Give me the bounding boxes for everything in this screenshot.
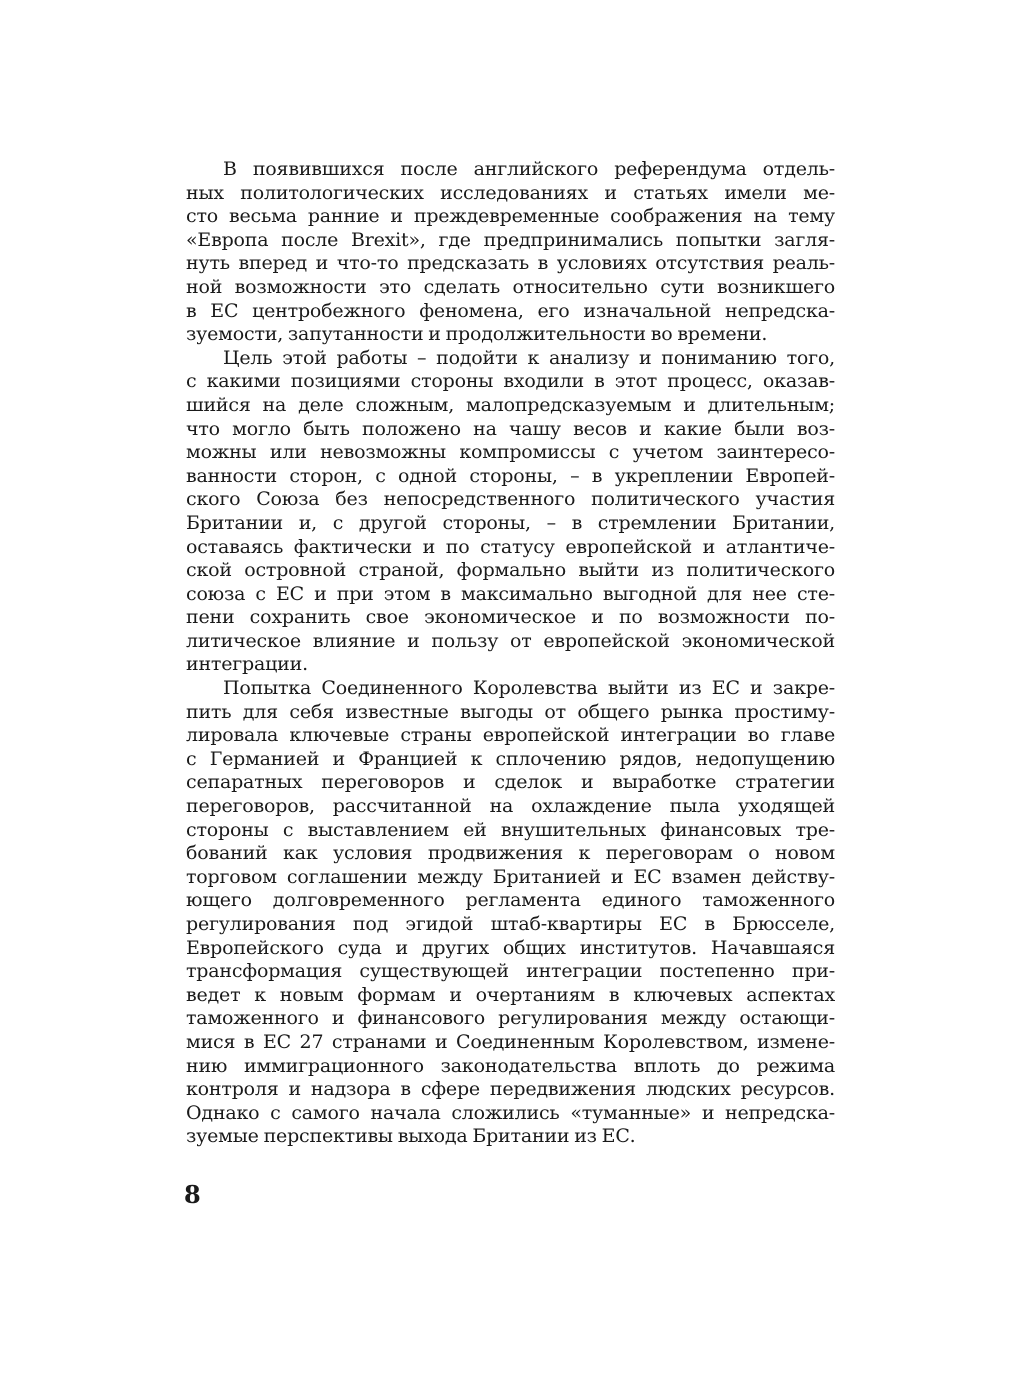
paragraph-3-line: с Германией и Францией к сплочению рядов, недопущению: [186, 747, 835, 770]
paragraph-3-line: Однако с самого начала сложились «туманные» и непредска-: [186, 1101, 835, 1124]
paragraph-1-line: ной возможности это сделать относительно сути возникшего: [186, 275, 835, 298]
paragraph-1-line: «Европа после Brexit», где предпринимались попытки загля-: [186, 228, 835, 251]
paragraph-3-line: ющего долговременного регламента единого таможенного: [186, 889, 835, 912]
paragraph-1-line: ных политологических исследованиях и статьях имели ме-: [186, 181, 835, 204]
paragraph-3-line: бований как условия продвижения к переговорам о новом: [186, 842, 835, 865]
paragraph-1-line: зуемости, запутанности и продолжительности во времени.: [186, 323, 768, 346]
paragraph-2-line: Британии и, с другой стороны, – в стремлении Британии,: [186, 511, 835, 534]
paragraph-1-line: сто весьма ранние и преждевременные соображения на тему: [186, 205, 835, 228]
paragraph-2-line: литическое влияние и пользу от европейской экономической: [186, 629, 835, 652]
paragraph-2-line: оставаясь фактически и по статусу европейской и атлантиче-: [186, 535, 835, 558]
paragraph-2-line: ского Союза без непосредственного политического участия: [186, 488, 835, 511]
paragraph-3-line: торговом соглашении между Британией и ЕС взамен действу-: [186, 865, 835, 888]
paragraph-3-line: Европейского суда и других общих институтов. Начавшаяся: [186, 936, 835, 959]
page-number: 8: [184, 1180, 201, 1209]
paragraph-3-line: стороны с выставлением ей внушительных финансовых тре-: [186, 818, 835, 841]
paragraph-1-line: в ЕС центробежного феномена, его изначальной непредска-: [186, 299, 835, 322]
body-text: [186, 158, 835, 1149]
paragraph-2-line: пени сохранить свое экономическое и по возможности по-: [186, 606, 835, 629]
paragraph-3-line: сепаратных переговоров и сделок и выработке стратегии: [186, 771, 835, 794]
paragraph-3-line: мися в ЕС 27 странами и Соединенным Королевством, измене-: [186, 1030, 835, 1053]
paragraph-3-line: таможенного и финансового регулирования между остающи-: [186, 1007, 835, 1030]
paragraph-1-line: нуть вперед и что-то предсказать в условиях отсутствия реаль-: [186, 252, 835, 275]
paragraph-2-line: что могло быть положено на чашу весов и какие были воз-: [186, 417, 835, 440]
paragraph-2-line: ской островной страной, формально выйти из политического: [186, 559, 835, 582]
paragraph-3-line: зуемые перспективы выхода Британии из ЕС.: [186, 1125, 636, 1148]
paragraph-3-line: переговоров, рассчитанной на охлаждение пыла уходящей: [186, 795, 835, 818]
paragraph-3-line: пить для себя известные выгоды от общего рынка простиму-: [186, 700, 835, 723]
paragraph-3-line: ведет к новым формам и очертаниям в ключевых аспектах: [186, 983, 835, 1006]
paragraph-1-line: В появившихся после английского референдума отдель-: [223, 158, 835, 180]
paragraph-2-line: можны или невозможны компромиссы с учетом заинтересо-: [186, 441, 835, 464]
paragraph-2-line: интеграции.: [186, 653, 308, 676]
paragraph-3-line: Попытка Соединенного Королевства выйти из ЕС и закре-: [223, 677, 835, 700]
paragraph-3-line: нию иммиграционного законодательства вплоть до режима: [186, 1054, 835, 1077]
paragraph-3-line: регулирования под эгидой штаб-квартиры ЕС в Брюсселе,: [186, 913, 835, 935]
paragraph-3-line: трансформация существующей интеграции постепенно при-: [186, 960, 835, 983]
paragraph-2-line: ванности сторон, с одной стороны, – в укреплении Европей-: [186, 464, 835, 487]
paragraph-2-line: шийся на деле сложным, малопредсказуемым и длительным;: [186, 393, 835, 416]
paragraph-2-line: союза с ЕС и при этом в максимально выгодной для нее сте-: [186, 582, 835, 605]
paragraph-2-line: с какими позициями стороны входили в этот процесс, оказав-: [186, 370, 835, 393]
paragraph-3-line: лировала ключевые страны европейской интеграции во главе: [186, 724, 835, 747]
paragraph-3-line: контроля и надзора в сфере передвижения людских ресурсов.: [186, 1078, 835, 1101]
paragraph-2-line: Цель этой работы – подойти к анализу и пониманию того,: [223, 346, 835, 369]
